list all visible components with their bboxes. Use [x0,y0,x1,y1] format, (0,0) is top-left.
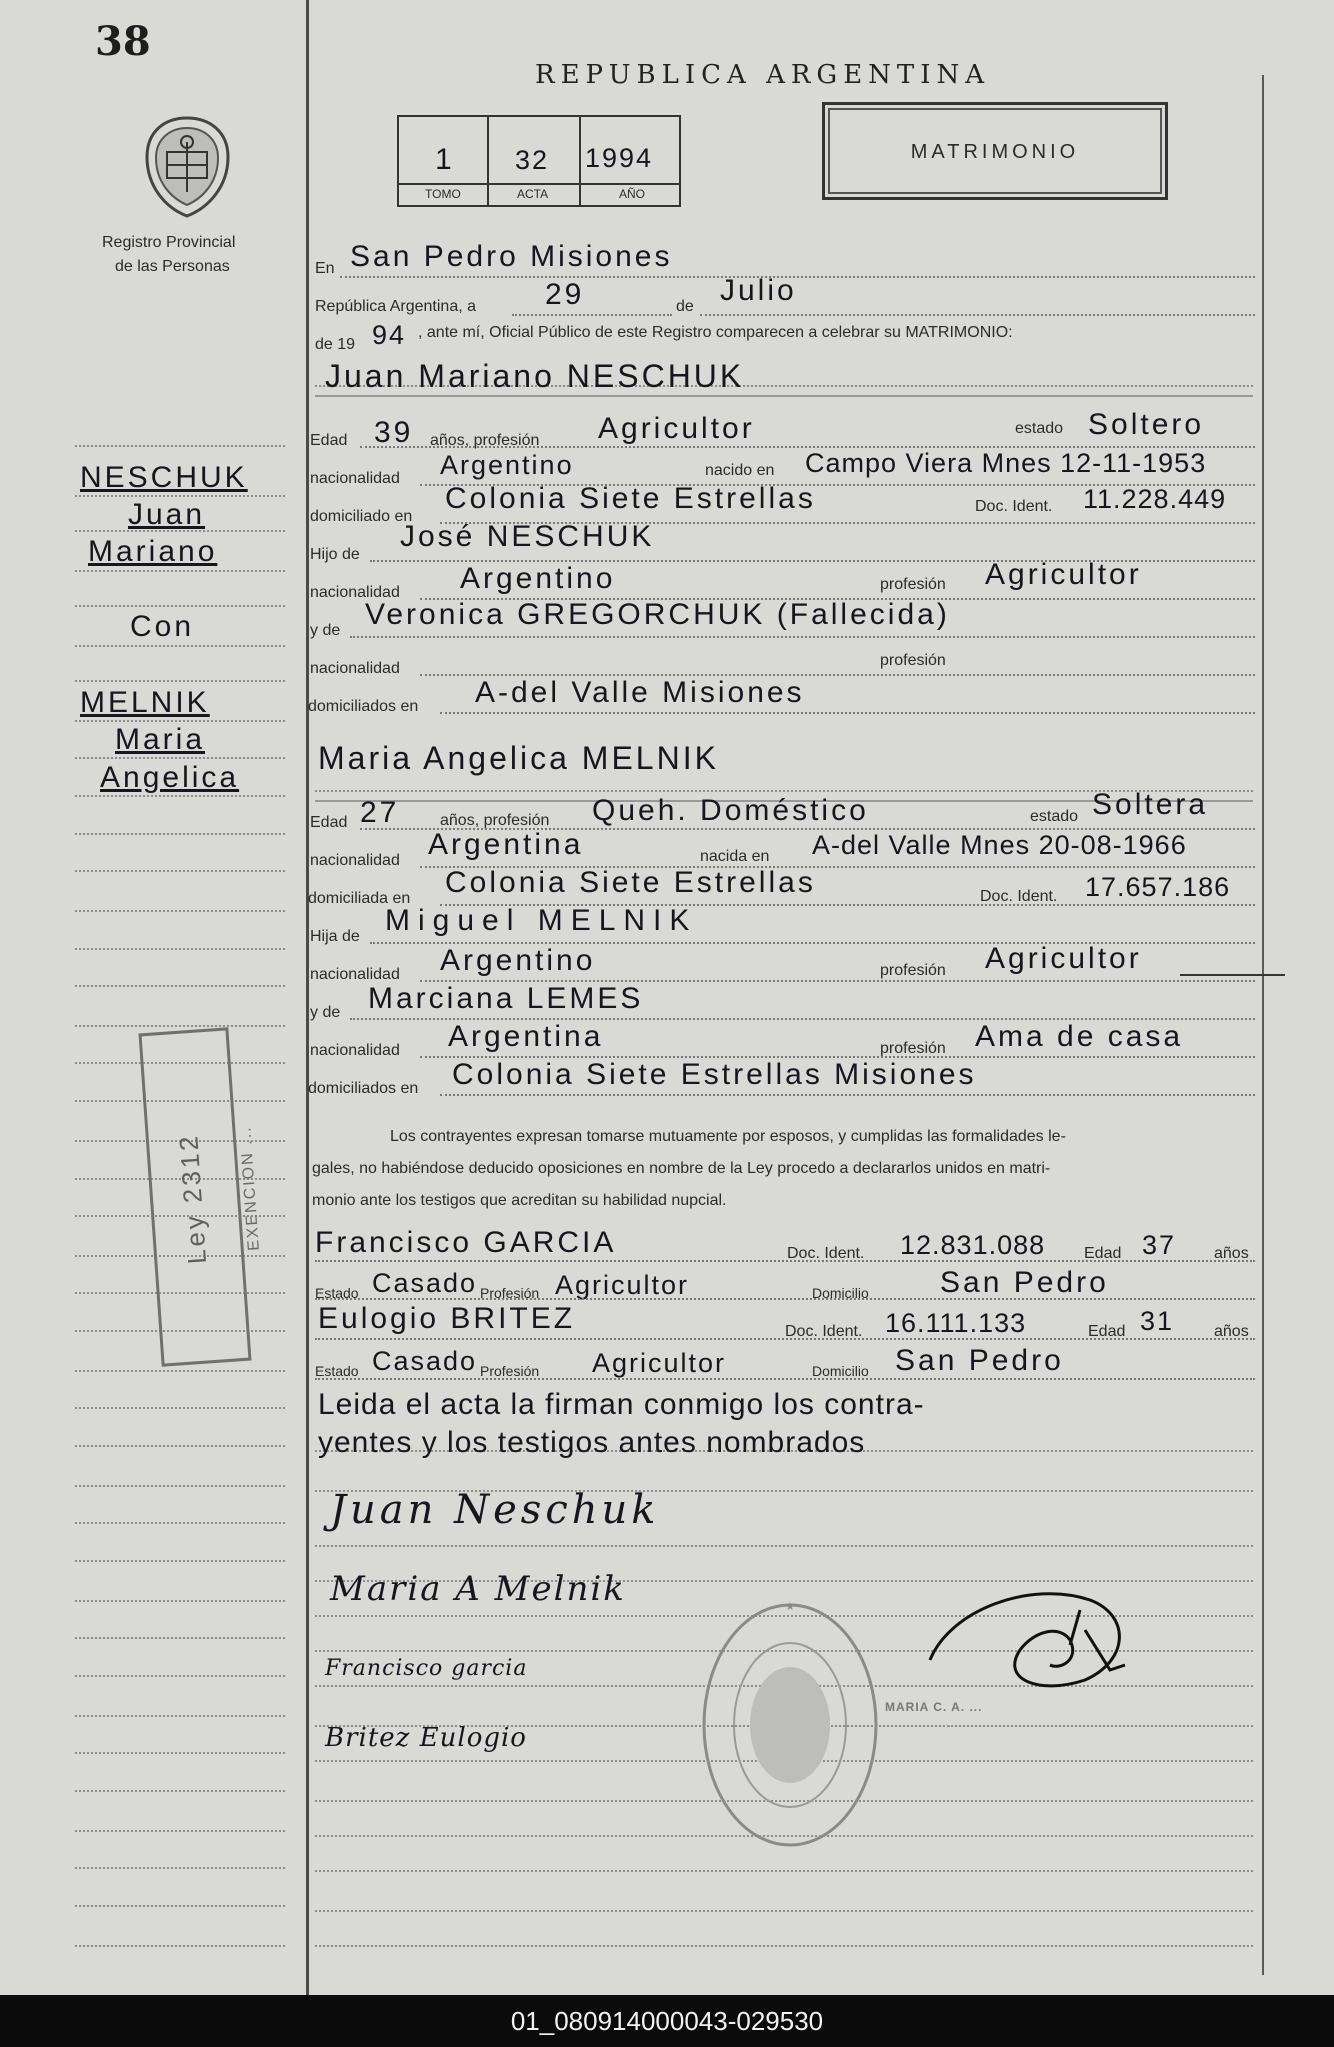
signature-groom: Juan Neschuk [330,1487,660,1533]
label-estado: estado [1015,420,1064,437]
margin-line [75,757,285,759]
official-caption1: MARIA C. A. ... [885,1700,983,1714]
groom-profession: Agricultor [598,412,755,445]
label-nacionalidad: nacionalidad [310,1042,400,1059]
ley-stamp-line1: Ley 2312 [173,1132,213,1266]
label-domiciliado-en: domiciliado en [310,508,413,525]
margin-line [75,1675,285,1677]
signature-bride: Maria A Melnik [330,1569,626,1609]
label-profesion-cap: Profesión [480,1285,540,1301]
label-profesion: profesión [880,1040,946,1057]
label-profesion: profesión [880,576,946,593]
margin-line [75,1407,285,1409]
label-hijo-de: Hijo de [310,546,360,563]
registry-line2: de las Personas [115,258,230,275]
margin-bride-surname: MELNIK [80,686,210,719]
label-anos-profesion: años, profesión [440,812,550,829]
day-value: 29 [545,278,585,311]
groom-born: Campo Viera Mnes 12-11-1953 [805,448,1207,478]
label-nacionalidad: nacionalidad [310,584,400,601]
act-type-label: MATRIMONIO [910,141,1080,163]
label-domicilio: Domicilio [812,1363,869,1379]
witness2-address: San Pedro [895,1344,1064,1377]
margin-line [75,605,285,607]
form-line [315,1545,1253,1547]
coat-of-arms-icon [140,112,235,220]
tomo-value: 1 [435,143,455,176]
footer-code: 01_080914000043-029530 [0,1995,1334,2047]
groom-status: Soltero [1088,408,1205,441]
margin-con: Con [130,610,195,643]
witness1-name: Francisco GARCIA [315,1226,617,1259]
dots [315,1298,1255,1300]
registry-line1: Registro Provincial [102,234,236,251]
label-domicilio: Domicilio [812,1285,869,1301]
closing-line2: yentes y los testigos antes nombrados [318,1426,866,1459]
label-domiciliados-en: domiciliados en [308,1080,419,1097]
dots [315,1260,1255,1262]
label-doc-ident: Doc. Ident. [785,1323,863,1340]
witness2-profession: Agricultor [592,1348,727,1378]
margin-line [75,1025,285,1027]
tomo-label: TOMO [425,187,461,201]
margin-line [75,645,285,647]
witness2-status: Casado [372,1346,478,1376]
acta-label: ACTA [517,187,549,201]
dots [440,1094,1255,1096]
registry-number-box [397,115,681,207]
stray-line [1180,974,1285,976]
official-seal-icon [700,1600,880,1850]
margin-line [75,1485,285,1487]
groom-address: Colonia Siete Estrellas [445,482,816,515]
margin-line [75,1445,285,1447]
label-ante: , ante mí, Oficial Público de este Registro comparecen a celebrar su MATRIMONIO: [418,324,1013,341]
acta-value: 32 [515,145,550,175]
groom-father-nationality: Argentino [460,562,616,595]
label-hija-de: Hija de [310,928,360,945]
groom-full-name: Juan Mariano NESCHUK [325,358,745,394]
country-title: REPUBLICA ARGENTINA [535,60,991,90]
dots [350,636,1255,638]
label-de: de [676,298,694,315]
margin-line [75,985,285,987]
label-y-de: y de [310,622,341,639]
dots [440,712,1255,714]
bride-father: Miguel MELNIK [385,904,698,937]
label-doc-ident: Doc. Ident. [980,888,1058,905]
bride-father-profession: Agricultor [985,942,1142,975]
dots [512,314,672,316]
margin-line [75,833,285,835]
margin-line [75,570,285,572]
witness1-address: San Pedro [940,1266,1109,1299]
form-line [315,1945,1253,1947]
label-nacido-en: nacido en [705,462,775,479]
closing-line1: Leida el acta la firman conmigo los contra- [318,1388,925,1421]
groom-father: José NESCHUK [400,520,655,553]
groom-parents-address: A-del Valle Misiones [475,676,805,709]
groom-doc: 11.228.449 [1083,484,1227,514]
signature-witness2: Britez Eulogio [325,1723,527,1753]
ano-value: 1994 [585,143,654,173]
official-signature-icon [910,1570,1160,1700]
official-caption2: ... [948,1718,958,1730]
bride-born: A-del Valle Mnes 20-08-1966 [812,830,1187,860]
bride-address: Colonia Siete Estrellas [445,866,816,899]
bride-nationality: Argentina [428,828,584,861]
bride-mother-nationality: Argentina [448,1020,604,1053]
witness1-profession: Agricultor [555,1270,690,1300]
label-anos: años [1214,1323,1249,1340]
label-profesion-cap: Profesión [480,1363,540,1379]
bride-age: 27 [360,796,400,829]
margin-line [75,795,285,797]
margin-line [75,1637,285,1639]
witness1-age: 37 [1142,1230,1177,1260]
margin-line [75,1752,285,1754]
form-line [315,395,1253,397]
bride-full-name: Maria Angelica MELNIK [318,740,719,776]
box-divider [579,117,581,205]
label-estado: estado [1030,808,1079,825]
bride-mother: Marciana LEMES [368,982,644,1015]
declaration-line2: gales, no habiéndose deducido oposiciones en nombre de la Ley procedo a declararlos unidos en matri- [312,1160,1051,1177]
ano-label: AÑO [619,187,646,201]
groom-mother: Veronica GREGORCHUK (Fallecida) [365,598,950,631]
label-y-de: y de [310,1004,341,1021]
dots [315,1338,1255,1340]
margin-line [75,1945,285,1947]
margin-line [75,1522,285,1524]
label-nacida-en: nacida en [700,848,770,865]
label-profesion: profesión [880,962,946,979]
box-divider [399,183,679,185]
form-line [315,1870,1253,1872]
box-divider [487,117,489,205]
dots [340,276,1255,278]
bride-father-nationality: Argentino [440,944,596,977]
label-anos-profesion: años, profesión [430,432,540,449]
margin-line [75,495,285,497]
margin-bride-name1: Maria [115,723,206,756]
bride-status: Soltera [1092,788,1209,821]
margin-rule [306,0,309,1995]
label-edad: Edad [310,432,348,449]
page-number: 38 [95,18,151,65]
label-anos: años [1214,1245,1249,1262]
label-en: En [315,260,335,277]
dots [315,1378,1255,1380]
label-domiciliados-en: domiciliados en [308,698,419,715]
groom-nationality: Argentino [440,450,574,480]
margin-line [75,1600,285,1602]
signature-witness1: Francisco garcia [325,1656,528,1681]
margin-groom-surname: NESCHUK [80,461,248,494]
margin-line [75,1867,285,1869]
label-nacionalidad: nacionalidad [310,966,400,983]
margin-line [75,1370,285,1372]
margin-line [75,1830,285,1832]
margin-line [75,720,285,722]
label-estado-cap: Estado [315,1285,359,1301]
label-edad-w: Edad [1084,1245,1122,1262]
form-line [315,1910,1253,1912]
witness2-age: 31 [1140,1306,1175,1336]
year-suffix-value: 94 [372,320,407,350]
label-doc-ident: Doc. Ident. [787,1245,865,1262]
witness1-doc: 12.831.088 [900,1230,1046,1260]
ley-stamp [138,1027,263,1366]
margin-line [75,1905,285,1907]
right-rule [1262,75,1264,1975]
margin-groom-name1: Juan [128,498,206,531]
margin-line [75,910,285,912]
label-republica: República Argentina, a [315,298,476,315]
margin-line [75,1790,285,1792]
margin-line [75,1560,285,1562]
witness2-doc: 16.111.133 [885,1308,1027,1338]
margin-line [75,1715,285,1717]
groom-father-profession: Agricultor [985,558,1142,591]
margin-bride-name2: Angelica [100,761,240,794]
bride-mother-profession: Ama de casa [975,1020,1184,1053]
bride-parents-address: Colonia Siete Estrellas Misiones [452,1058,977,1091]
svg-text:★: ★ [785,1600,795,1613]
margin-line [75,680,285,682]
label-nacionalidad: nacionalidad [310,470,400,487]
act-type-box [822,102,1168,200]
margin-line [75,870,285,872]
label-edad-w: Edad [1088,1323,1126,1340]
label-doc-ident: Doc. Ident. [975,498,1053,515]
label-estado-cap: Estado [315,1363,359,1379]
bride-doc: 17.657.186 [1085,872,1231,902]
ley-stamp-line2: EXENCION ... [237,1125,263,1252]
margin-groom-name2: Mariano [88,535,218,568]
label-domiciliada-en: domiciliada en [308,890,411,907]
bride-profession: Queh. Doméstico [592,794,869,827]
label-nacionalidad: nacionalidad [310,660,400,677]
margin-line [75,445,285,447]
label-de19: de 19 [315,336,356,353]
witness2-name: Eulogio BRITEZ [318,1302,576,1335]
declaration-line1: Los contrayentes expresan tomarse mutuamente por esposos, y cumplidas las formalidades le- [390,1128,1066,1145]
margin-line [75,948,285,950]
label-profesion: profesión [880,652,946,669]
witness1-status: Casado [372,1268,478,1298]
place-value: San Pedro Misiones [350,240,673,273]
month-value: Julio [720,274,797,307]
declaration-line3: monio ante los testigos que acreditan su habilidad nupcial. [312,1192,727,1209]
label-nacionalidad: nacionalidad [310,852,400,869]
groom-age: 39 [374,416,414,449]
dots [700,314,1255,316]
label-edad: Edad [310,814,348,831]
